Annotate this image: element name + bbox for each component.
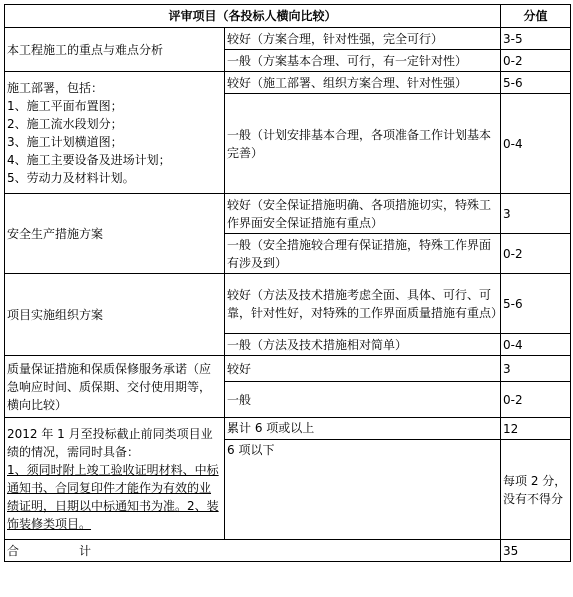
criterion-title-line: 本工程施工的重点与难点分析	[7, 42, 164, 57]
criterion-title-line: 1、施工平面布置图；	[7, 98, 123, 113]
table-row	[5, 72, 571, 94]
level-desc: 较好（方案合理，针对性强，完全可行）	[225, 28, 501, 50]
level-score: 0-2	[501, 50, 571, 72]
criterion-title-line: 3、施工计划横道图；	[7, 134, 123, 149]
level-desc: 一般（方案基本合理、可行，有一定针对性）	[225, 50, 501, 72]
level-score: 0-2	[501, 234, 571, 274]
level-score: 5-6	[501, 72, 571, 94]
level-desc: 一般（方法及技术措施相对简单）	[225, 334, 501, 356]
criterion-title-line: 质量保证措施和保质保修服务承诺（应急响应时间、质保期、交付使用期等，横向比较）	[7, 361, 212, 412]
perf-title: 2012 年 1 月至投标截止前同类项目业绩的情况，需同时具备：	[7, 426, 213, 459]
table-row	[5, 28, 571, 50]
level-score: 3	[501, 194, 571, 234]
table-row	[5, 274, 571, 334]
level-desc: 一般（计划安排基本合理，各项准备工作计划基本完善）	[225, 94, 501, 194]
level-desc: 一般	[225, 382, 501, 418]
level-score: 每项 2 分，没有不得分	[501, 440, 571, 540]
perf-note: 1、须同时附上竣工验收证明材料、中标通知书、合同复印件才能作为有效的业绩证明，日期以中标通知书为准。2、装饰装修类项目。	[7, 462, 219, 531]
evaluation-table	[4, 4, 571, 562]
header-score: 分值	[501, 5, 571, 28]
total-score: 35	[501, 540, 571, 562]
level-desc: 较好	[225, 356, 501, 382]
level-desc: 较好（安全保证措施明确、各项措施切实，特殊工作界面安全保证措施有重点）	[225, 194, 501, 234]
criterion-title	[5, 72, 225, 194]
level-score: 0-4	[501, 334, 571, 356]
criterion-title-line: 项目实施组织方案	[7, 307, 104, 322]
level-score: 3	[501, 356, 571, 382]
level-desc: 6 项以下	[225, 440, 501, 540]
criterion-title-line: 施工部署，包括：	[7, 80, 104, 95]
criterion-title-line: 4、施工主要设备及进场计划；	[7, 152, 171, 167]
header-row	[5, 5, 571, 28]
criterion-title-line: 2、施工流水段划分；	[7, 116, 123, 131]
criterion-title-line: 5、劳动力及材料计划。	[7, 170, 135, 185]
level-desc: 较好（方法及技术措施考虑全面、具体、可行、可靠，针对性好，对特殊的工作界面质量措施有重点）	[225, 274, 501, 334]
level-desc: 较好（施工部署、组织方案合理、针对性强）	[225, 72, 501, 94]
header-item: 评审项目（各投标人横向比较）	[5, 5, 501, 28]
criterion-title	[5, 274, 225, 356]
level-score: 3-5	[501, 28, 571, 50]
table-row	[5, 194, 571, 234]
level-desc: 一般（安全措施较合理有保证措施，特殊工作界面有涉及到）	[225, 234, 501, 274]
level-score: 5-6	[501, 274, 571, 334]
total-label: 合计	[5, 540, 501, 562]
criterion-title	[5, 356, 225, 418]
criterion-title	[5, 28, 225, 72]
level-desc: 累计 6 项或以上	[225, 418, 501, 440]
table-row	[5, 418, 571, 440]
level-score: 12	[501, 418, 571, 440]
criterion-title	[5, 194, 225, 274]
criterion-title-line: 安全生产措施方案	[7, 226, 104, 241]
table-row	[5, 356, 571, 382]
criterion-title	[5, 418, 225, 540]
level-score: 0-2	[501, 382, 571, 418]
total-row	[5, 540, 571, 562]
level-score: 0-4	[501, 94, 571, 194]
